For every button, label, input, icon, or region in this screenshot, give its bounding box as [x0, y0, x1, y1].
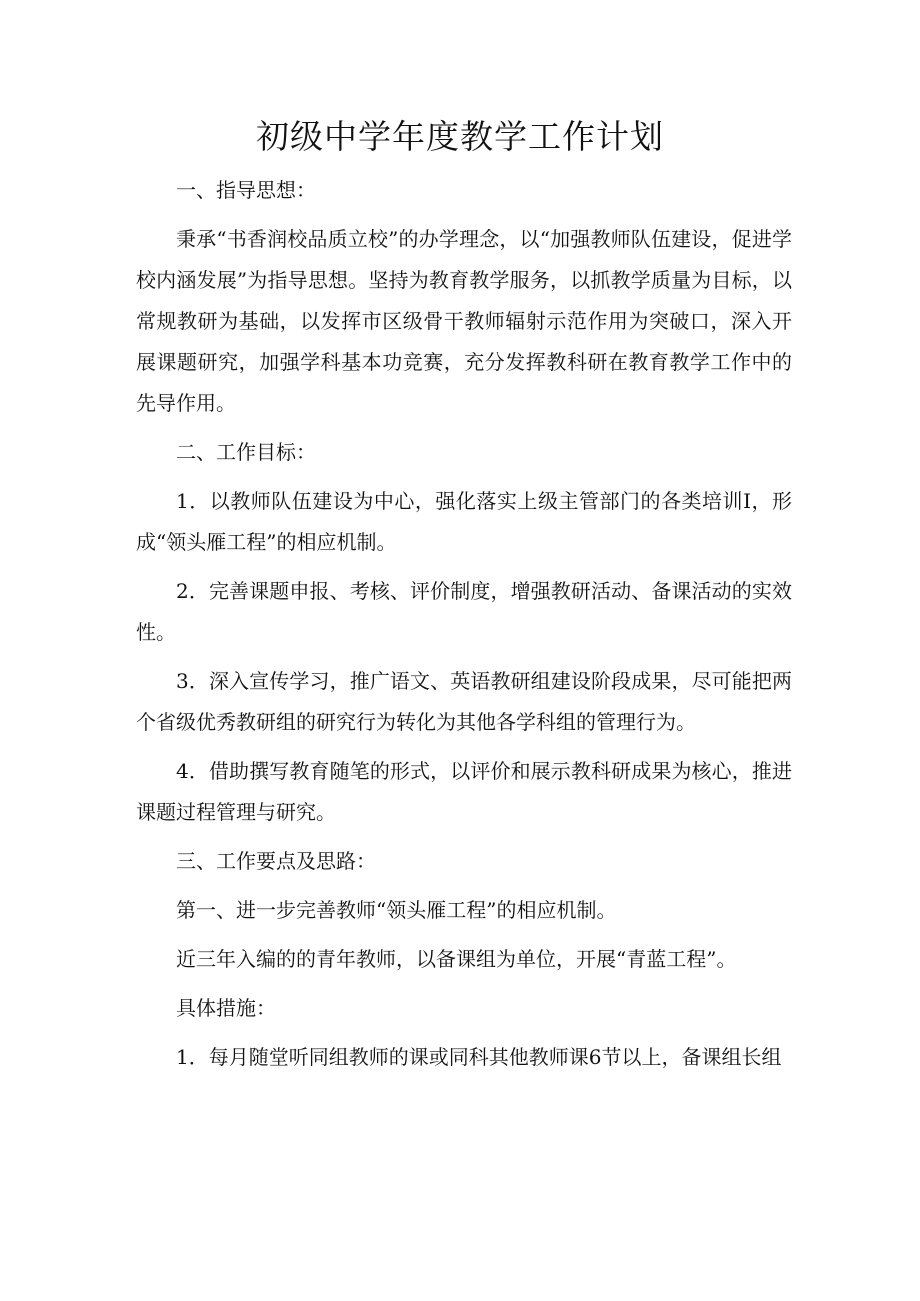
- paragraph-guiding-ideology: 秉承“书香润校品质立校”的办学理念，以“加强教师队伍建设，促进学校内涵发展”为指导思想。坚持为教育教学服务，以抓教学质量为目标，以常规教研为基础，以发挥市区级骨干教师辐射示范作用为突破口，深入开展课题研究，加强学科基本功竞赛，充分发挥教科研在教育教学工作中的先导作用。: [136, 227, 792, 415]
- key-point-1: 第一、进一步完善教师“领头雁工程”的相应机制。: [176, 898, 617, 922]
- document-title: 初级中学年度教学工作计划: [256, 117, 664, 156]
- goal-item-2: 2．完善课题申报、考核、评价制度，增强教研活动、备课活动的实效性。: [136, 579, 792, 644]
- goal-item-4: 4．借助撰写教育随笔的形式，以评价和展示教科研成果为核心，推进课题过程管理与研究。: [136, 759, 792, 824]
- paragraph-young-teachers: 近三年入编的的青年教师，以备课组为单位，开展“青蓝工程”。: [176, 947, 737, 971]
- document-body: [136, 170, 792, 1086]
- goal-item-3: 3．深入宣传学习，推广语文、英语教研组建设阶段成果，尽可能把两个省级优秀教研组的研究行为转化为其他各学科组的管理行为。: [136, 669, 792, 734]
- measure-item-1: 1．每月随堂听同组教师的课或同科其他教师课6节以上，备课组长组: [176, 1045, 782, 1069]
- section-heading-guiding-ideology: 一、指导思想：: [176, 178, 316, 202]
- goal-item-1: 1．以教师队伍建设为中心，强化落实上级主管部门的各类培训I，形成“领头雁工程”的相应机制。: [136, 489, 792, 554]
- section-heading-key-points: 三、工作要点及思路：: [176, 849, 376, 873]
- section-heading-work-goals: 二、工作目标：: [176, 440, 316, 464]
- subheading-specific-measures: 具体措施：: [176, 996, 276, 1020]
